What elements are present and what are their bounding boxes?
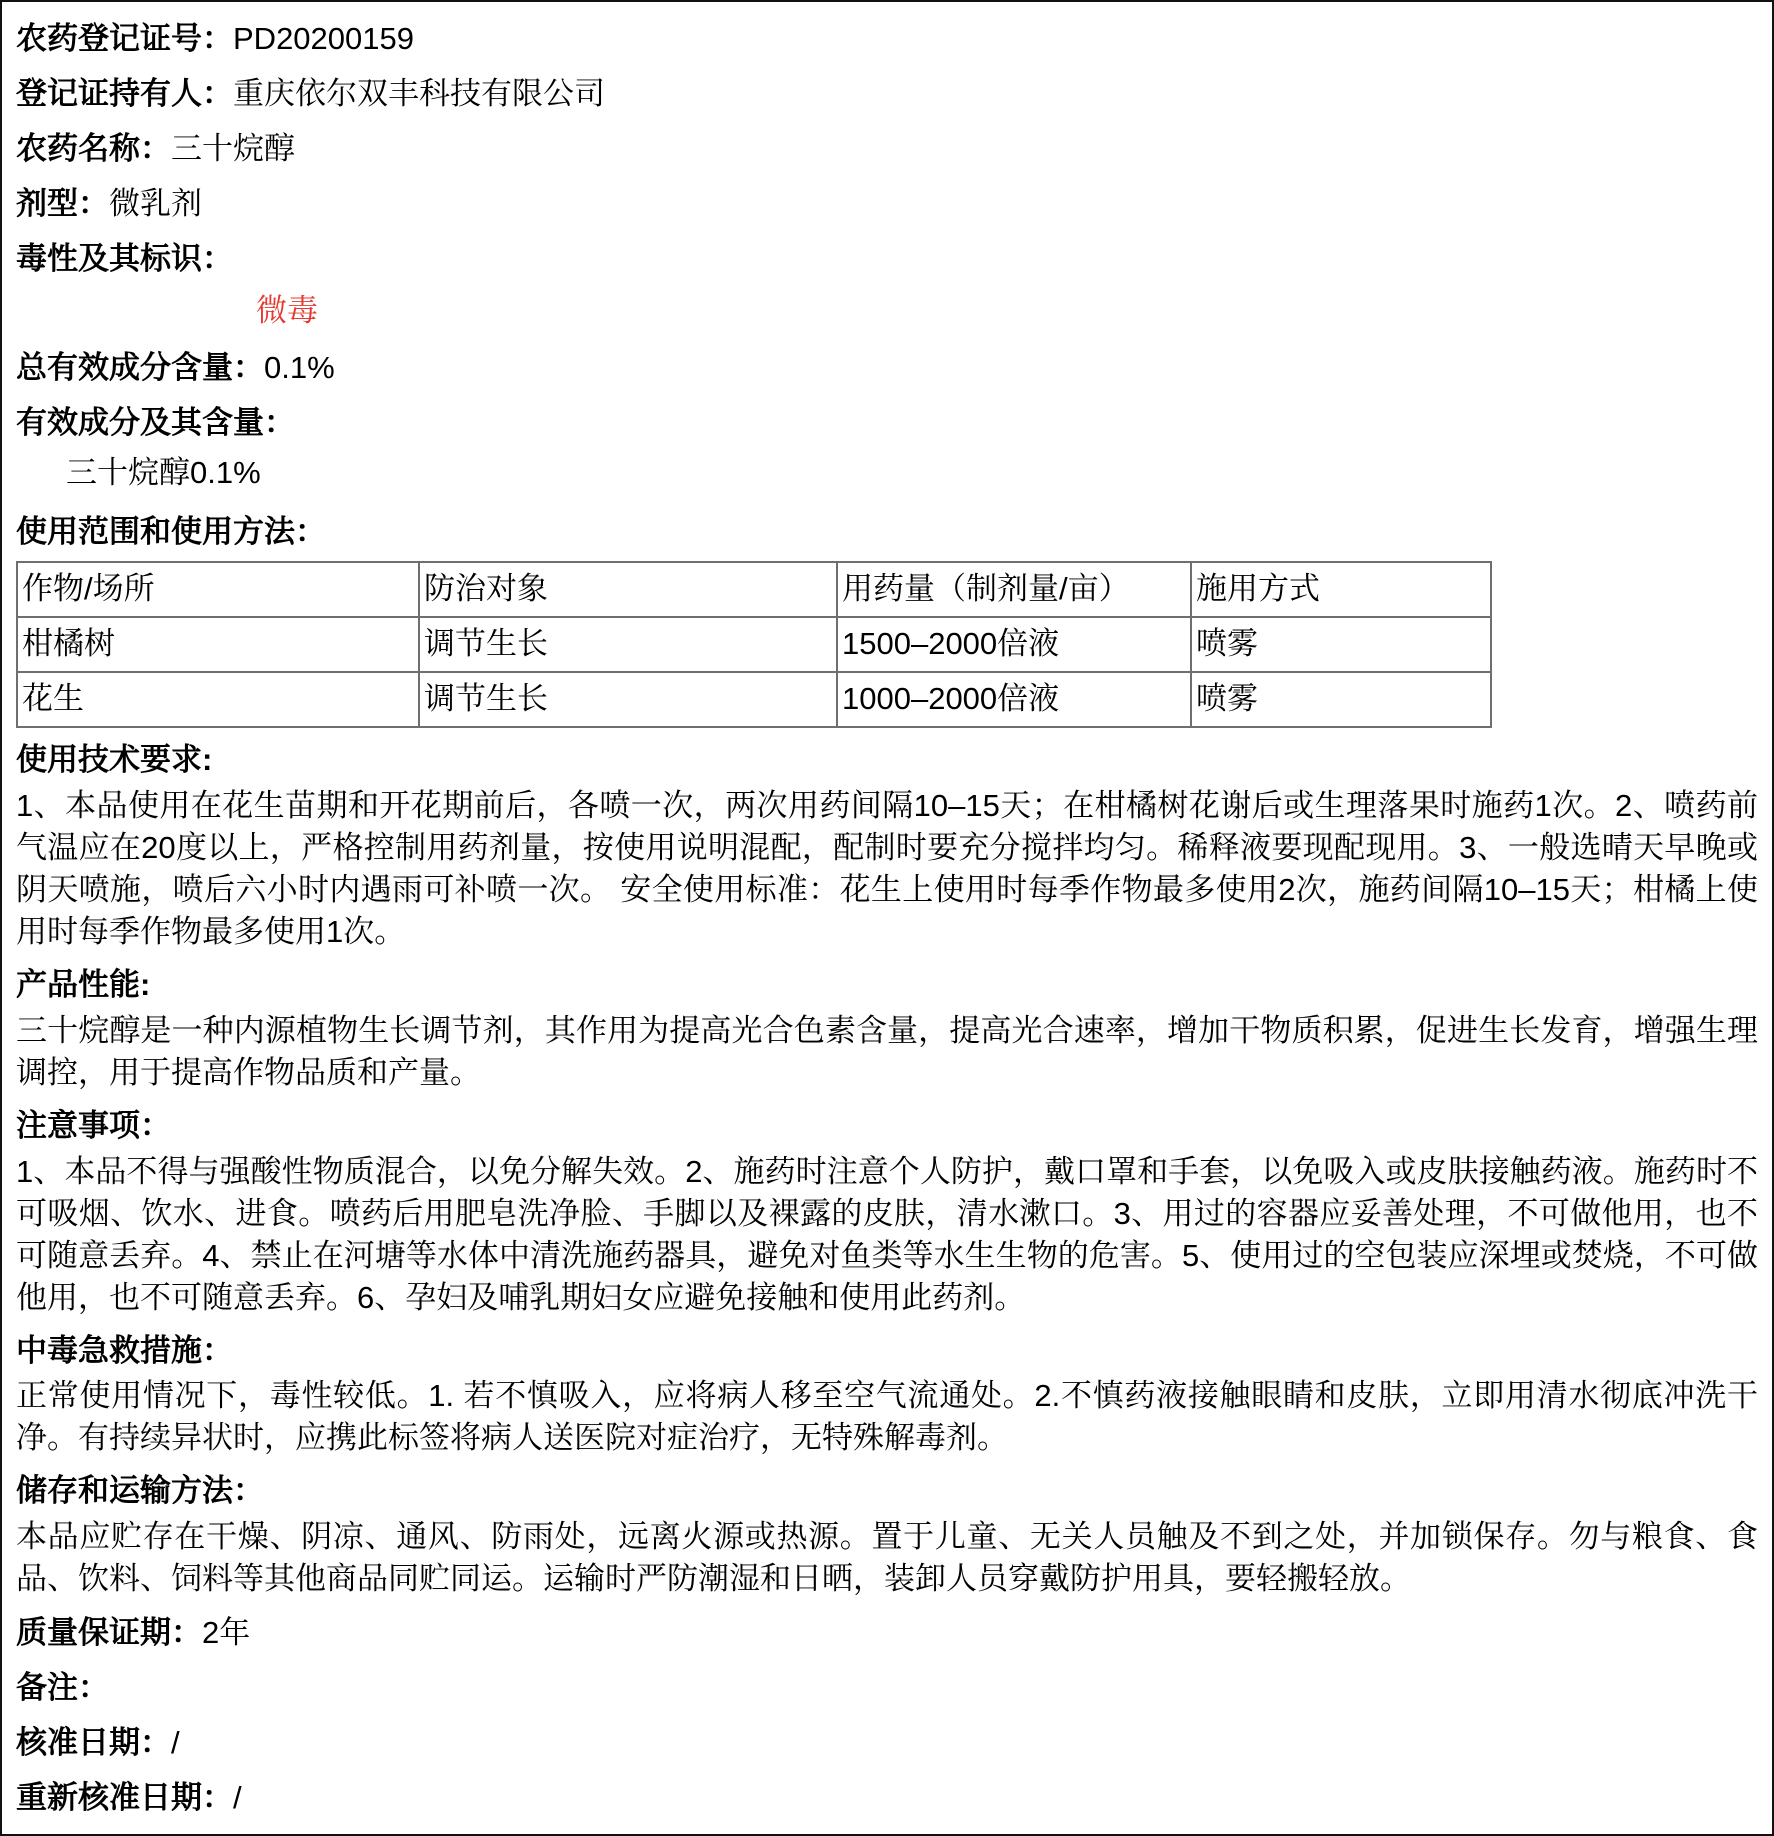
section-storage-transport: [16, 1465, 1758, 1600]
usage-table: [16, 561, 1492, 728]
table-row: [17, 672, 1491, 727]
field-total-active-content: [16, 341, 1758, 396]
table-cell-crop: 柑橘树: [17, 617, 419, 672]
field-remarks-label: 备注：: [16, 1670, 109, 1706]
table-cell-method: 喷雾: [1191, 617, 1491, 672]
field-certificate-holder-value: 重庆依尔双丰科技有限公司: [233, 75, 605, 111]
usage-table-header-method: 施用方式: [1191, 562, 1491, 617]
field-pesticide-name-value: 三十烷醇: [171, 130, 295, 166]
field-remarks: [16, 1661, 1758, 1716]
field-approval-date: [16, 1716, 1758, 1771]
section-precautions: [16, 1100, 1758, 1319]
field-toxicity-label: 毒性及其标识：: [16, 240, 233, 276]
section-precautions-title: 注意事项：: [16, 1107, 171, 1143]
usage-table-title: 使用范围和使用方法：: [16, 514, 326, 550]
section-product-performance-body: 三十烷醇是一种内源植物生长调节剂，其作用为提高光合色素含量，提高光合速率，增加干物质积累，促进生长发育，增强生理调控，用于提高作物品质和产量。: [16, 1012, 1758, 1090]
field-active-ingredients-label: 有效成分及其含量：: [16, 405, 295, 441]
table-cell-dosage: 1500–2000倍液: [837, 617, 1191, 672]
usage-table-header-crop: 作物/场所: [17, 562, 419, 617]
field-registration-number-value: PD20200159: [233, 21, 414, 56]
field-registration-number: [16, 12, 1758, 67]
section-product-performance-title: 产品性能:: [16, 966, 151, 1002]
section-storage-transport-body: 本品应贮存在干燥、阴凉、通风、防雨处，远离火源或热源。置于儿童、无关人员触及不到之处，并加锁保存。勿与粮食、食品、饮料、饲料等其他商品同贮同运。运输时严防潮湿和日晒，装卸人员穿戴防护用具，要轻搬轻放。: [16, 1519, 1758, 1597]
field-quality-guarantee: [16, 1606, 1758, 1661]
field-approval-date-value: /: [171, 1725, 180, 1761]
usage-table-header-dosage: 用药量（制剂量/亩）: [837, 562, 1191, 617]
field-pesticide-name-label: 农药名称：: [16, 130, 171, 166]
field-reapproval-date: [16, 1771, 1758, 1826]
field-registration-number-label: 农药登记证号：: [16, 21, 233, 56]
section-product-performance: [16, 959, 1758, 1094]
field-certificate-holder-label: 登记证持有人：: [16, 75, 233, 111]
table-cell-dosage: 1000–2000倍液: [837, 672, 1191, 727]
table-row: [17, 617, 1491, 672]
field-quality-guarantee-label: 质量保证期：: [16, 1615, 202, 1651]
table-cell-crop: 花生: [17, 672, 419, 727]
table-cell-method: 喷雾: [1191, 672, 1491, 727]
field-active-ingredients: [16, 396, 1758, 451]
section-usage-requirements-title: 使用技术要求:: [16, 741, 213, 777]
field-toxicity: [16, 232, 1758, 287]
section-usage-requirements: [16, 734, 1758, 953]
usage-table-header-row: [17, 562, 1491, 617]
field-formulation: [16, 177, 1758, 232]
field-quality-guarantee-value: 2年: [202, 1615, 251, 1651]
field-formulation-label: 剂型：: [16, 185, 109, 221]
section-storage-transport-title: 储存和运输方法：: [16, 1473, 264, 1509]
field-total-active-content-label: 总有效成分含量：: [16, 350, 264, 386]
usage-table-header-target: 防治对象: [419, 562, 837, 617]
field-approval-date-label: 核准日期：: [16, 1725, 171, 1761]
field-formulation-value: 微乳剂: [109, 185, 202, 221]
field-certificate-holder: [16, 67, 1758, 122]
section-first-aid-body: 正常使用情况下，毒性较低。1. 若不慎吸入，应将病人移至空气流通处。2.不慎药液接触眼睛和皮肤，立即用清水彻底冲洗干净。有持续异状时，应携此标签将病人送医院对症治疗，无特殊解毒剂。: [16, 1378, 1758, 1456]
section-first-aid: [16, 1325, 1758, 1460]
field-reapproval-date-value: /: [233, 1780, 242, 1816]
field-reapproval-date-label: 重新核准日期：: [16, 1780, 233, 1816]
toxicity-level-badge: 微毒: [256, 292, 318, 328]
section-usage-requirements-body: 1、本品使用在花生苗期和开花期前后，各喷一次，两次用药间隔10–15天；在柑橘树花谢后或生理落果时施药1次。2、喷药前气温应在20度以上，严格控制用药剂量，按使用说明混配，配制时要充分搅拌均匀。稀释液要现配现用。3、一般选晴天早晚或阴天喷施，喷后六小时内遇雨可补喷一次。 安全使用标准：花生上使用时每季作物最多使用2次，施药间隔10–15天；柑橘上使用时每季作物最多使用1次。: [16, 787, 1758, 949]
field-total-active-content-value: 0.1%: [264, 350, 335, 386]
section-precautions-body: 1、本品不得与强酸性物质混合，以免分解失效。2、施药时注意个人防护，戴口罩和手套，以免吸入或皮肤接触药液。施药时不可吸烟、饮水、进食。喷药后用肥皂洗净脸、手脚以及裸露的皮肤，清水漱口。3、用过的容器应妥善处理，不可做他用，也不可随意丢弃。4、禁止在河塘等水体中清洗施药器具，避免对鱼类等水生生物的危害。5、使用过的空包装应深埋或焚烧，不可做他用，也不可随意丢弃。6、孕妇及哺乳期妇女应避免接触和使用此药剂。: [16, 1153, 1758, 1315]
section-first-aid-title: 中毒急救措施：: [16, 1332, 233, 1368]
table-cell-target: 调节生长: [419, 672, 837, 727]
field-pesticide-name: [16, 122, 1758, 177]
active-ingredient-item: 三十烷醇0.1%: [66, 455, 261, 491]
table-cell-target: 调节生长: [419, 617, 837, 672]
